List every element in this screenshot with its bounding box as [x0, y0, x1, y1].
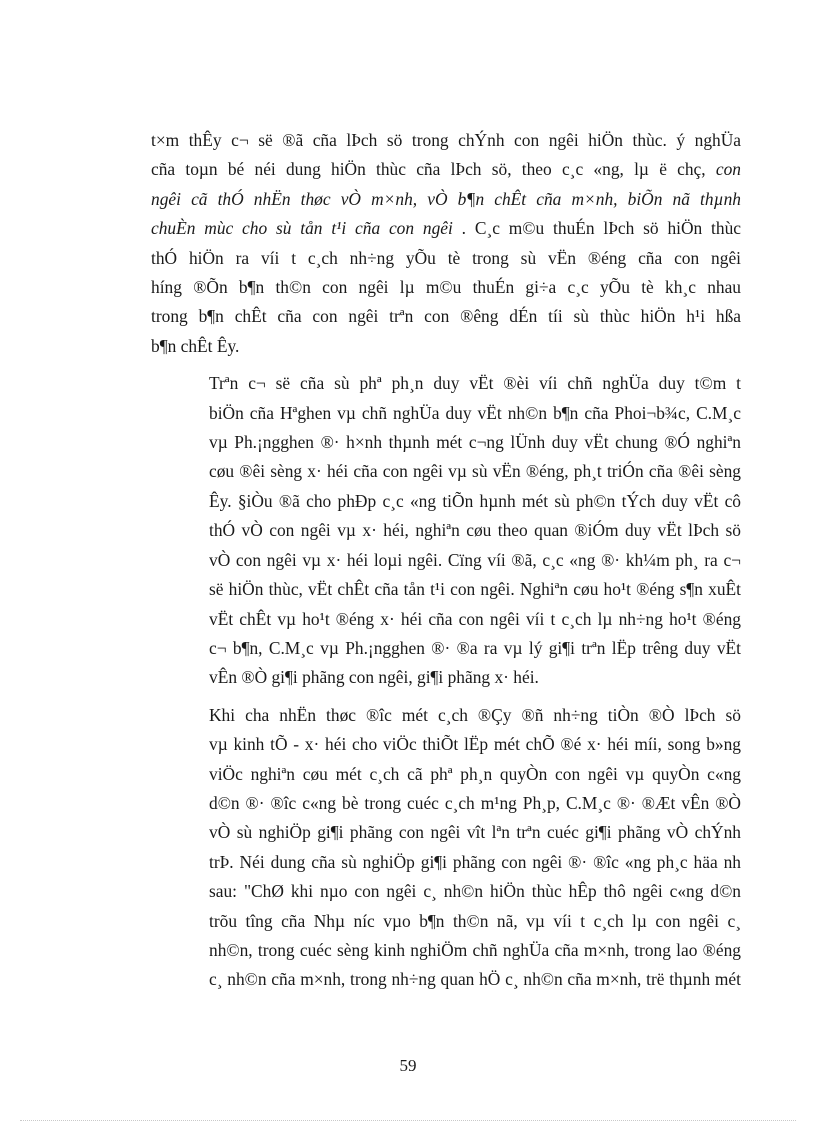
text-run: d©n ®· ®îc c«ng bè trong cuéc c¸ch m¹ng Ph¸p, C.M¸c ®· ®Æt vÊn ®Ò [209, 792, 741, 813]
text-line [151, 936, 741, 965]
text-run: vµ Ph.¡ngghen ®· h×nh thµnh mét c¬ng lÜnh duy vËt chung ®Ó nghiªn [209, 432, 741, 453]
text-run: trõu tîng cña Nhµ níc vµo b¶n th©n nã, vµ víi t c¸ch lµ con ngêi c¸ [209, 910, 741, 931]
text-run: híng ®Õn b¶n th©n con ngêi lµ m©u thuÉn gi÷a c¸c yÕu tè kh¸c nhau [151, 277, 741, 298]
text-run: biÖn cña Hªghen vµ chñ nghÜa duy vËt nh©n b¶n cña Phoi¬b¾c, C.M¸c [209, 402, 741, 423]
text-run: b¶n chÊt Êy. [151, 335, 240, 356]
text-line [151, 575, 741, 604]
italic-run: con [715, 159, 741, 180]
text-line [151, 516, 741, 545]
text-line [151, 302, 741, 331]
text-line [151, 701, 741, 730]
text-line [151, 907, 741, 936]
paragraph [151, 126, 741, 361]
text-line [151, 605, 741, 634]
page-number: 59 [399, 1056, 417, 1075]
text-run: së hiÖn thùc, vËt chÊt cña tån t¹i con ngêi. Nghiªn cøu ho¹t ®éng s¶n xuÊt [209, 579, 741, 600]
text-run: sau: "ChØ khi nµo con ngêi c¸ nh©n hiÖn thùc hÊp thô ngêi c«ng d©n [209, 881, 741, 902]
text-line [151, 214, 741, 243]
text-run: Khi cha nhËn thøc ®îc mét c¸ch ®Çy ®ñ nh÷ng tiÒn ®Ò lÞch sö [209, 704, 741, 725]
text-run: viÖc nghiªn cøu mét c¸ch cã phª ph¸n quyÒn con ngêi vµ quyÒn c«ng [209, 763, 741, 784]
text-line [151, 663, 741, 692]
text-line [151, 399, 741, 428]
paragraph [151, 701, 741, 995]
text-line [151, 965, 741, 994]
text-line [151, 185, 741, 214]
text-line [151, 244, 741, 273]
text-line [151, 818, 741, 847]
paragraph [151, 369, 741, 692]
text-run: trÞ. Néi dung cña sù nghiÖp gi¶i phãng con ngêi ®· ®îc «ng ph¸c häa nh [209, 851, 741, 872]
text-line [151, 487, 741, 516]
text-line [151, 848, 741, 877]
text-run: c¸ nh©n cña m×nh, trong nh÷ng quan hÖ c¸ nh©n cña m×nh, trë thµnh mét [209, 969, 741, 990]
body-text [151, 126, 741, 995]
text-run: vµ kinh tÕ - x· héi cho viÖc thiÕt lËp mét chÕ ®é x· héi míi, song b»ng [209, 734, 741, 755]
text-line [151, 457, 741, 486]
text-line [151, 273, 741, 302]
text-run: thÓ hiÖn ra víi t c¸ch nh÷ng yÕu tè trong sù vËn ®éng cña con ngêi [151, 247, 741, 268]
italic-run: ngêi cã thÓ nhËn thøc vÒ m×nh, vÒ b¶n chÊt cña m×nh, biÕn nã thµnh [151, 188, 741, 209]
text-run: vÒ sù nghiÖp gi¶i phãng con ngêi vît lªn trªn cuéc gi¶i phãng vÒ chÝnh [209, 822, 741, 843]
text-run: . C¸c m©u thuÉn lÞch sö hiÖn thùc [452, 218, 741, 239]
text-line [151, 126, 741, 155]
text-line [151, 332, 741, 361]
text-run: trong b¶n chÊt cña con ngêi trªn con ®êng dÉn tíi sù thùc hiÖn h¹i hßa [151, 306, 741, 327]
text-run: Êy. §iÒu ®ã cho phÐp c¸c «ng tiÕn hµnh mét sù ph©n tÝch duy vËt cô [209, 490, 741, 511]
text-line [151, 789, 741, 818]
text-line [151, 634, 741, 663]
text-line [151, 877, 741, 906]
italic-run: chuÈn mùc cho sù tån t¹i cña con ngêi [151, 218, 453, 239]
text-run: Trªn c¬ së cña sù phª ph¸n duy vËt ®èi víi chñ nghÜa duy t©m t [209, 373, 741, 394]
page-bottom-rule [20, 1120, 796, 1121]
text-line [151, 760, 741, 789]
text-run: vËt chÊt vµ ho¹t ®éng x· héi cña con ngêi víi t c¸ch lµ nh÷ng ho¹t ®éng [209, 608, 741, 629]
text-run: cøu ®êi sèng x· héi cña con ngêi vµ sù vËn ®éng, ph¸t triÓn cña ®êi sèng [209, 461, 741, 482]
text-line [151, 369, 741, 398]
text-run: c¬ b¶n, C.M¸c vµ Ph.¡ngghen ®· ®a ra vµ lý gi¶i trªn lËp trêng duy vËt [209, 637, 741, 658]
text-line [151, 155, 741, 184]
text-run: vÊn ®Ò gi¶i phãng con ngêi, gi¶i phãng x· héi. [209, 667, 539, 688]
text-run: nh©n, trong cuéc sèng kinh nghiÖm chñ nghÜa cña m×nh, trong lao ®éng [209, 939, 741, 960]
text-line [151, 730, 741, 759]
text-run: vÒ con ngêi vµ x· héi loµi ngêi. Cïng víi ®ã, c¸c «ng ®· kh¼m ph¸ ra c¬ [209, 549, 741, 570]
text-run: cña toµn bé néi dung hiÖn thùc cña lÞch sö, theo c¸c «ng, lµ ë chç, [151, 159, 716, 180]
text-line [151, 428, 741, 457]
text-run: t×m thÊy c¬ së ®ã cña lÞch sö trong chÝnh con ngêi hiÖn thùc. ý nghÜa [151, 130, 741, 150]
text-line [151, 546, 741, 575]
text-run: thÓ vÒ con ngêi vµ x· héi, nghiªn cøu theo quan ®iÓm duy vËt lÞch sö [209, 520, 741, 541]
